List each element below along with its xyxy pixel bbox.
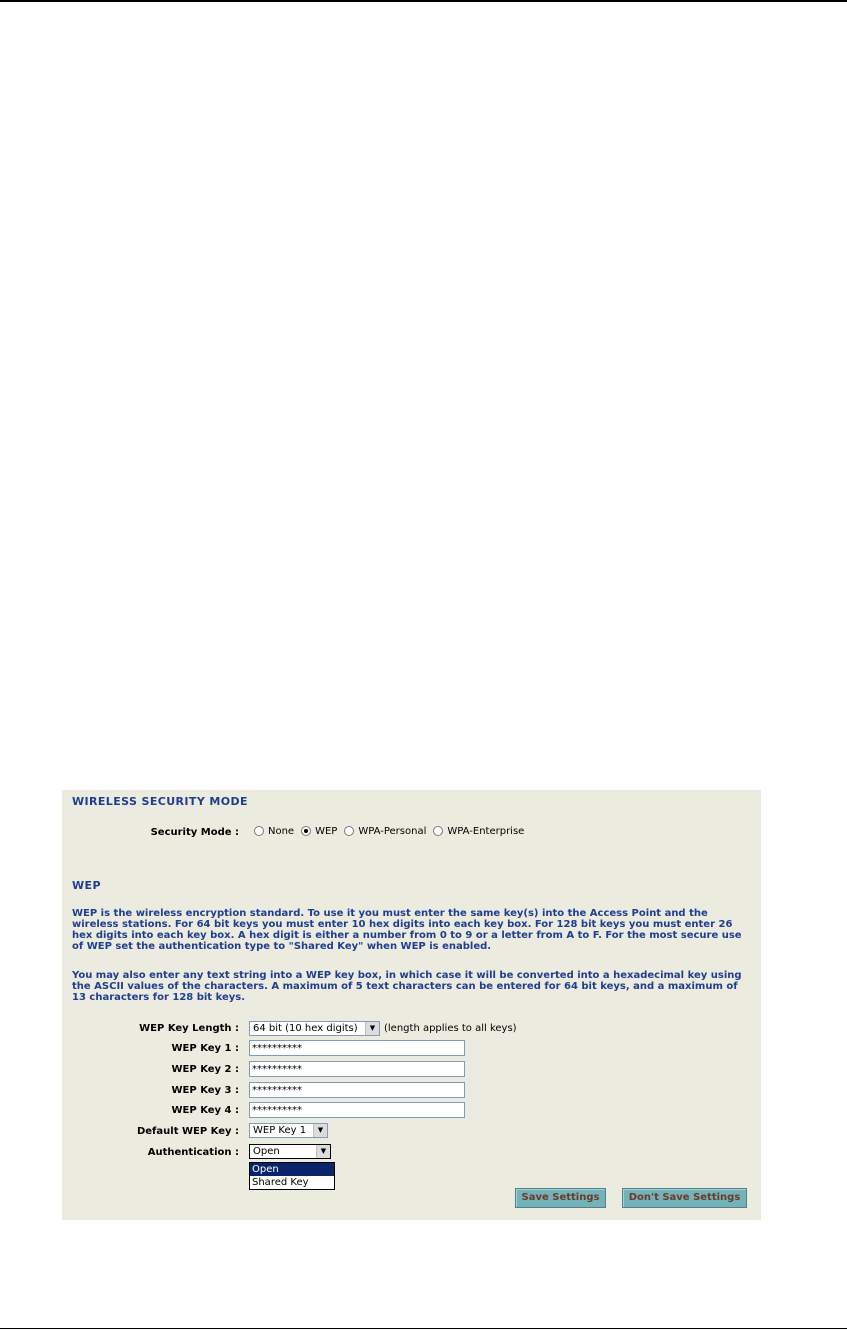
wep-key-length-label: WEP Key Length :: [139, 1023, 239, 1034]
chevron-down-icon[interactable]: ▼: [316, 1145, 330, 1158]
top-rule: [0, 0, 847, 2]
radio-wpa-enterprise[interactable]: [433, 826, 443, 836]
wep-description-1: WEP is the wireless encryption standard. To use it you must enter the same key(s) into the Access Point and the wireless stations. For 64 bit keys you must enter 10 hex digits into each key box. For 128 bit keys you must enter 26 hex digits into each key box. A hex digit is either a number from 0 to 9 or a letter from A to F. For the most secure use of WEP set the authentication type to "Shared Key" when WEP is enabled.: [72, 908, 742, 952]
bottom-rule: [0, 1328, 847, 1329]
authentication-option-shared-key[interactable]: Shared Key: [252, 1177, 309, 1188]
radio-none[interactable]: [254, 826, 264, 836]
authentication-option-open[interactable]: Open: [250, 1163, 334, 1176]
radio-label-none: None: [268, 825, 295, 837]
wep-key-length-value: 64 bit (10 hex digits): [253, 1023, 358, 1034]
chevron-down-icon[interactable]: ▼: [365, 1022, 379, 1035]
authentication-value: Open: [253, 1146, 280, 1157]
wep-key-4-label: WEP Key 4 :: [171, 1105, 239, 1116]
wireless-security-panel: [62, 790, 761, 1220]
wep-key-2-label: WEP Key 2 :: [171, 1064, 239, 1075]
radio-wep[interactable]: [301, 826, 311, 836]
default-wep-key-label: Default WEP Key :: [136, 1126, 239, 1137]
security-mode-label: Security Mode :: [150, 827, 239, 838]
radio-label-wpa-enterprise: WPA-Enterprise: [447, 825, 525, 837]
section-title-wep: WEP: [72, 879, 101, 892]
authentication-dropdown-list: [249, 1162, 335, 1190]
save-settings-button[interactable]: Save Settings: [515, 1188, 606, 1208]
authentication-select[interactable]: [249, 1144, 331, 1159]
wep-key-length-note: (length applies to all keys): [384, 1023, 517, 1034]
wep-description-2: You may also enter any text string into a WEP key box, in which case it will be converted into a hexadecimal key using the ASCII values of the characters. A maximum of 5 text characters can be entered for 64 bit keys, and a maximum of 13 characters for 128 bit keys.: [72, 970, 742, 1003]
radio-label-wep: WEP: [315, 825, 338, 837]
wep-key-2-input[interactable]: [249, 1061, 465, 1077]
security-mode-radio-group: [254, 824, 531, 838]
wep-key-1-input[interactable]: [249, 1040, 465, 1056]
authentication-label: Authentication :: [147, 1147, 239, 1158]
dont-save-settings-button[interactable]: Don't Save Settings: [622, 1188, 747, 1208]
radio-wpa-personal[interactable]: [344, 826, 354, 836]
default-wep-key-select[interactable]: [249, 1123, 328, 1138]
wep-key-1-label: WEP Key 1 :: [171, 1043, 239, 1054]
wep-key-3-input[interactable]: [249, 1082, 465, 1098]
section-title-security-mode: WIRELESS SECURITY MODE: [72, 795, 248, 808]
wep-key-4-input[interactable]: [249, 1102, 465, 1118]
radio-label-wpa-personal: WPA-Personal: [358, 825, 427, 837]
wep-key-3-label: WEP Key 3 :: [171, 1085, 239, 1096]
chevron-down-icon[interactable]: ▼: [313, 1124, 327, 1137]
default-wep-key-value: WEP Key 1: [253, 1125, 307, 1136]
wep-key-length-select[interactable]: [249, 1021, 380, 1036]
